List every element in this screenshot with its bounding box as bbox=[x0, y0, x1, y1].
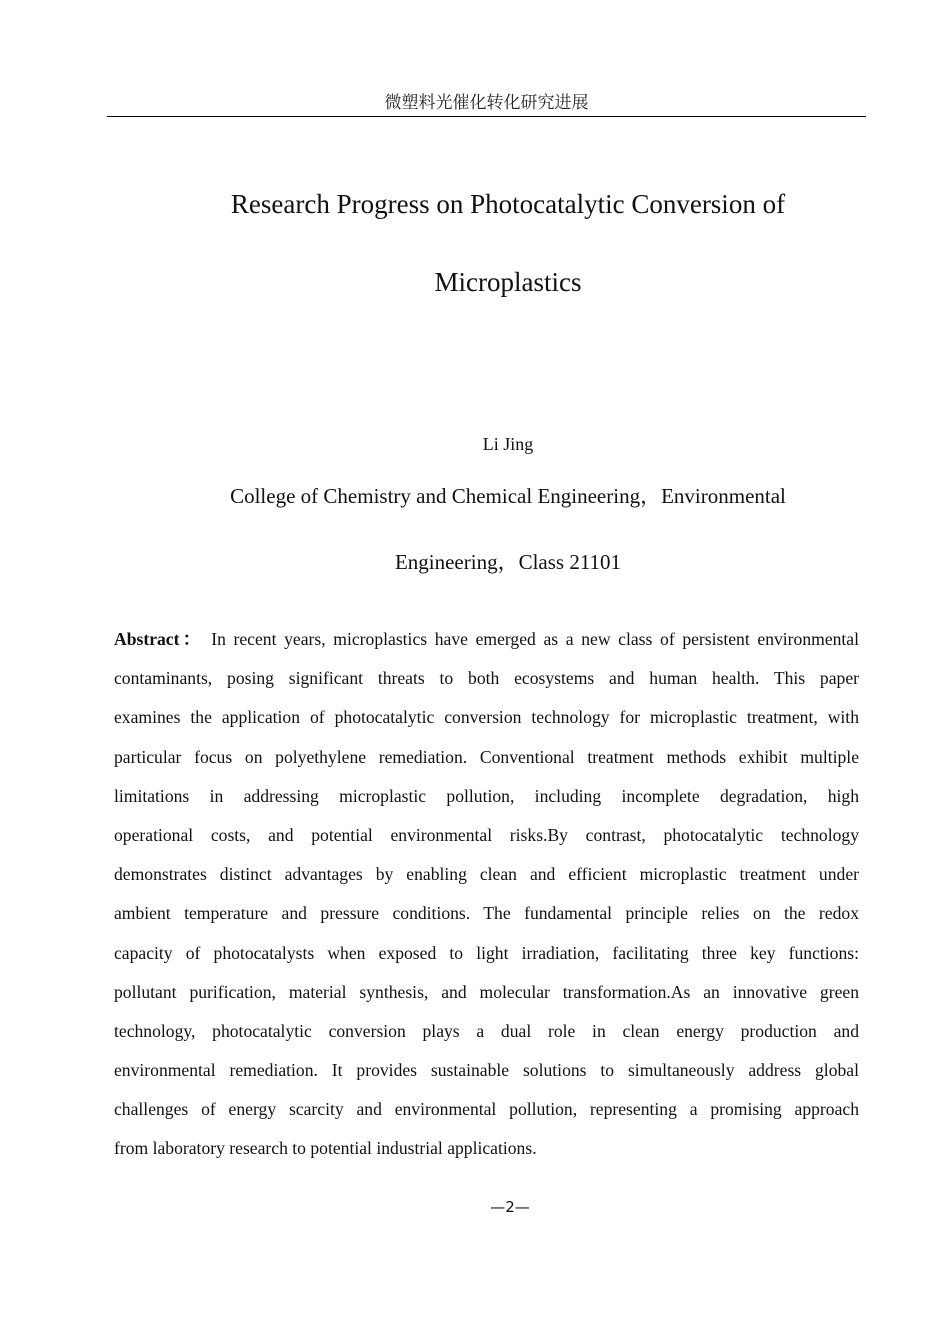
abstract bbox=[114, 620, 859, 1169]
abstract-line: limitations in addressing microplastic pollution, including incomplete degradation, high bbox=[114, 785, 859, 806]
abstract-label: Abstract： bbox=[114, 629, 204, 649]
author-name: Li Jing bbox=[482, 434, 534, 454]
abstract-line: demonstrates distinct advantages by enabling clean and efficient microplastic treatment under bbox=[114, 864, 859, 885]
abstract-line: operational costs, and potential environmental risks.By contrast, photocatalytic technology bbox=[114, 824, 859, 845]
author-affiliation bbox=[150, 480, 866, 612]
abstract-line: capacity of photocatalysts when exposed to light irradiation, facilitating three key functions: bbox=[114, 942, 859, 963]
abstract-line: challenges of energy scarcity and environmental pollution, representing a promising approach bbox=[114, 1099, 859, 1120]
abstract-line-text: In recent years, microplastics have emerged as a new class of persistent environmental bbox=[211, 629, 860, 649]
affiliation-line-2: Engineering，Class 21101 bbox=[394, 550, 622, 574]
abstract-line: from laboratory research to potential industrial applications. bbox=[114, 1138, 537, 1159]
abstract-line: technology, photocatalytic conversion plays a dual role in clean energy production and bbox=[114, 1020, 859, 1041]
paper-title bbox=[150, 165, 866, 321]
abstract-line bbox=[114, 620, 859, 659]
abstract-line: examines the application of photocatalytic conversion technology for microplastic treatment, with bbox=[114, 707, 859, 728]
abstract-line: pollutant purification, material synthesis, and molecular transformation.As an innovative green bbox=[114, 981, 859, 1002]
running-header: 微塑料光催化转化研究进展 bbox=[107, 92, 866, 117]
abstract-line: environmental remediation. It provides sustainable solutions to simultaneously address global bbox=[114, 1060, 859, 1081]
abstract-line: ambient temperature and pressure conditions. The fundamental principle relies on the redox bbox=[114, 903, 859, 924]
abstract-line: particular focus on polyethylene remediation. Conventional treatment methods exhibit multiple bbox=[114, 746, 859, 767]
abstract-line: contaminants, posing significant threats to both ecosystems and human health. This paper bbox=[114, 668, 859, 689]
title-line-2: Microplastics bbox=[434, 267, 582, 297]
page-number: —2— bbox=[490, 1198, 530, 1216]
affiliation-line-1: College of Chemistry and Chemical Engineering，Environmental bbox=[230, 484, 786, 508]
title-line-1: Research Progress on Photocatalytic Conversion of bbox=[230, 189, 786, 219]
